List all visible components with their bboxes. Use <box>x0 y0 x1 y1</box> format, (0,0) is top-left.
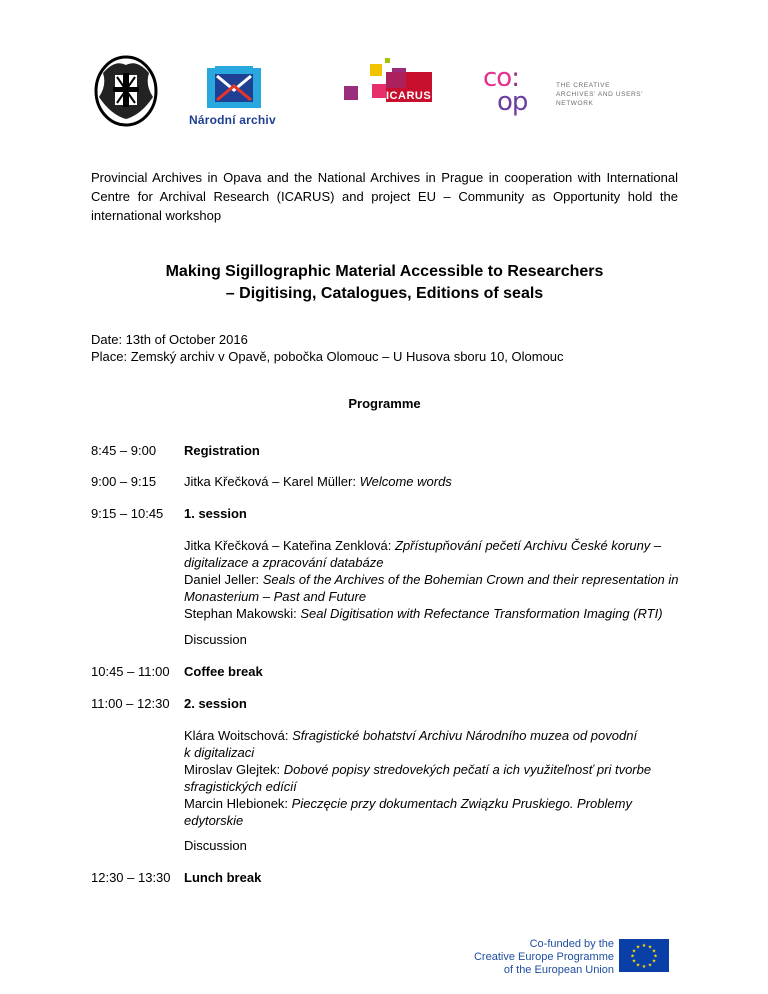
schedule-time: 12:30 – 13:30 <box>91 870 171 885</box>
coop-tagline-line: ARCHIVES' AND USERS' <box>556 91 644 98</box>
svg-text:★: ★ <box>653 953 658 960</box>
svg-text:★: ★ <box>651 958 657 965</box>
talk-line <box>184 605 678 622</box>
narodni-archiv-logo <box>205 64 263 110</box>
coop-logo: co: op <box>483 63 528 117</box>
session-1-talks <box>184 537 678 622</box>
schedule-time: 11:00 – 12:30 <box>91 696 170 711</box>
schedule-title: Lunch break <box>184 870 262 885</box>
schedule-title: Registration <box>184 443 260 458</box>
talk-title: Sfragistické bohatství Archivu Národního muzea od povodní <box>292 728 638 743</box>
talk-title: Monasterium – Past and Future <box>184 589 367 604</box>
programme-heading: Programme <box>348 396 421 411</box>
svg-text:★: ★ <box>631 948 637 955</box>
title-line-1: Making Sigillographic Material Accessible to Researchers <box>165 263 604 280</box>
talk-line <box>184 554 678 571</box>
svg-text:★: ★ <box>647 944 653 951</box>
workshop-title <box>91 261 678 305</box>
talk-line <box>184 812 678 829</box>
talk-line <box>184 761 678 778</box>
session-2-talks <box>184 727 678 829</box>
svg-text:★: ★ <box>647 962 653 969</box>
talk-line <box>184 744 678 761</box>
talk-title: edytorskie <box>184 813 244 828</box>
talk-title: k digitalizaci <box>184 745 255 760</box>
narodni-archiv-label: Národní archiv <box>189 113 276 127</box>
speaker-name: Stephan Makowski: <box>184 606 301 621</box>
talk-title: Pieczęcie przy dokumentach Związku Pruskiego. Problemy <box>291 796 632 811</box>
event-place: Place: Zemský archiv v Opavě, pobočka Olomouc – U Husova sboru 10, Olomouc <box>91 349 564 364</box>
cofunded-line: Co-funded by the <box>529 938 614 950</box>
speaker-name: Jitka Křečková – Kateřina Zenklová: <box>184 538 395 553</box>
talk-line <box>184 795 678 812</box>
speaker-name: Marcin Hlebionek: <box>184 796 292 811</box>
schedule-item <box>184 474 452 489</box>
svg-text:★: ★ <box>635 962 641 969</box>
schedule-title: 1. session <box>184 506 247 521</box>
talk-line <box>184 778 678 795</box>
title-line-2: – Digitising, Catalogues, Editions of seals <box>225 285 544 302</box>
talk-line <box>184 571 678 588</box>
svg-text:★: ★ <box>631 958 637 965</box>
schedule-time: 10:45 – 11:00 <box>91 664 170 679</box>
talk-title: Zpřístupňování pečetí Archivu České koruny – <box>395 538 662 553</box>
coop-tagline <box>556 81 643 108</box>
schedule-time: 9:15 – 10:45 <box>91 506 164 521</box>
icarus-logo <box>340 58 434 112</box>
talk-line <box>184 727 678 744</box>
session-1-discussion: Discussion <box>184 632 247 647</box>
cofunded-line: of the European Union <box>503 964 614 976</box>
logo-row <box>0 50 768 140</box>
speaker-name: Miroslav Glejtek: <box>184 762 284 777</box>
talk-title: sfragistických edícií <box>184 779 297 794</box>
schedule-title: 2. session <box>184 696 247 711</box>
svg-text:★: ★ <box>630 953 635 960</box>
provincial-archives-seal-logo <box>93 55 159 127</box>
speaker-name: Daniel Jeller: <box>184 572 263 587</box>
talk-title: Seal Digitisation with Refectance Transformation Imaging (RTI) <box>300 606 663 621</box>
svg-text:★: ★ <box>651 948 657 955</box>
svg-text:★: ★ <box>635 944 641 951</box>
talk-title: Welcome words <box>359 474 452 489</box>
intro-paragraph: Provincial Archives in Opava and the National Archives in Prague in cooperation with International Centre for Archival Research (ICARUS) and project EU – Community as Opportunity hold the international workshop <box>91 170 678 223</box>
event-date: Date: 13th of October 2016 <box>91 332 248 347</box>
eu-flag-icon <box>619 939 669 972</box>
talk-title: digitalizace a zpracování databáze <box>184 555 384 570</box>
schedule-time: 8:45 – 9:00 <box>91 443 157 458</box>
speaker-name: Klára Woitschová: <box>184 728 293 743</box>
svg-text:★: ★ <box>641 964 647 970</box>
session-2-discussion: Discussion <box>184 838 247 853</box>
coop-tagline-line: THE CREATIVE <box>556 82 611 89</box>
talk-line <box>184 537 678 554</box>
talk-title: Seals of the Archives of the Bohemian Crown and their representation in <box>262 572 679 587</box>
speaker-name: Jitka Křečková – Karel Müller: <box>184 474 360 489</box>
svg-text:★: ★ <box>641 943 647 949</box>
cofunded-line: Creative Europe Programme <box>473 951 614 963</box>
cofunded-text <box>414 938 614 977</box>
coop-tagline-line: NETWORK <box>556 100 594 107</box>
event-details <box>91 331 564 365</box>
talk-line <box>184 588 678 605</box>
schedule-title: Coffee break <box>184 664 263 679</box>
icarus-label: ICARUS <box>386 90 432 102</box>
schedule-time: 9:00 – 9:15 <box>91 474 157 489</box>
talk-title: Dobové popisy stredovekých pečatí a ich využiteľnosť pri tvorbe <box>283 762 652 777</box>
